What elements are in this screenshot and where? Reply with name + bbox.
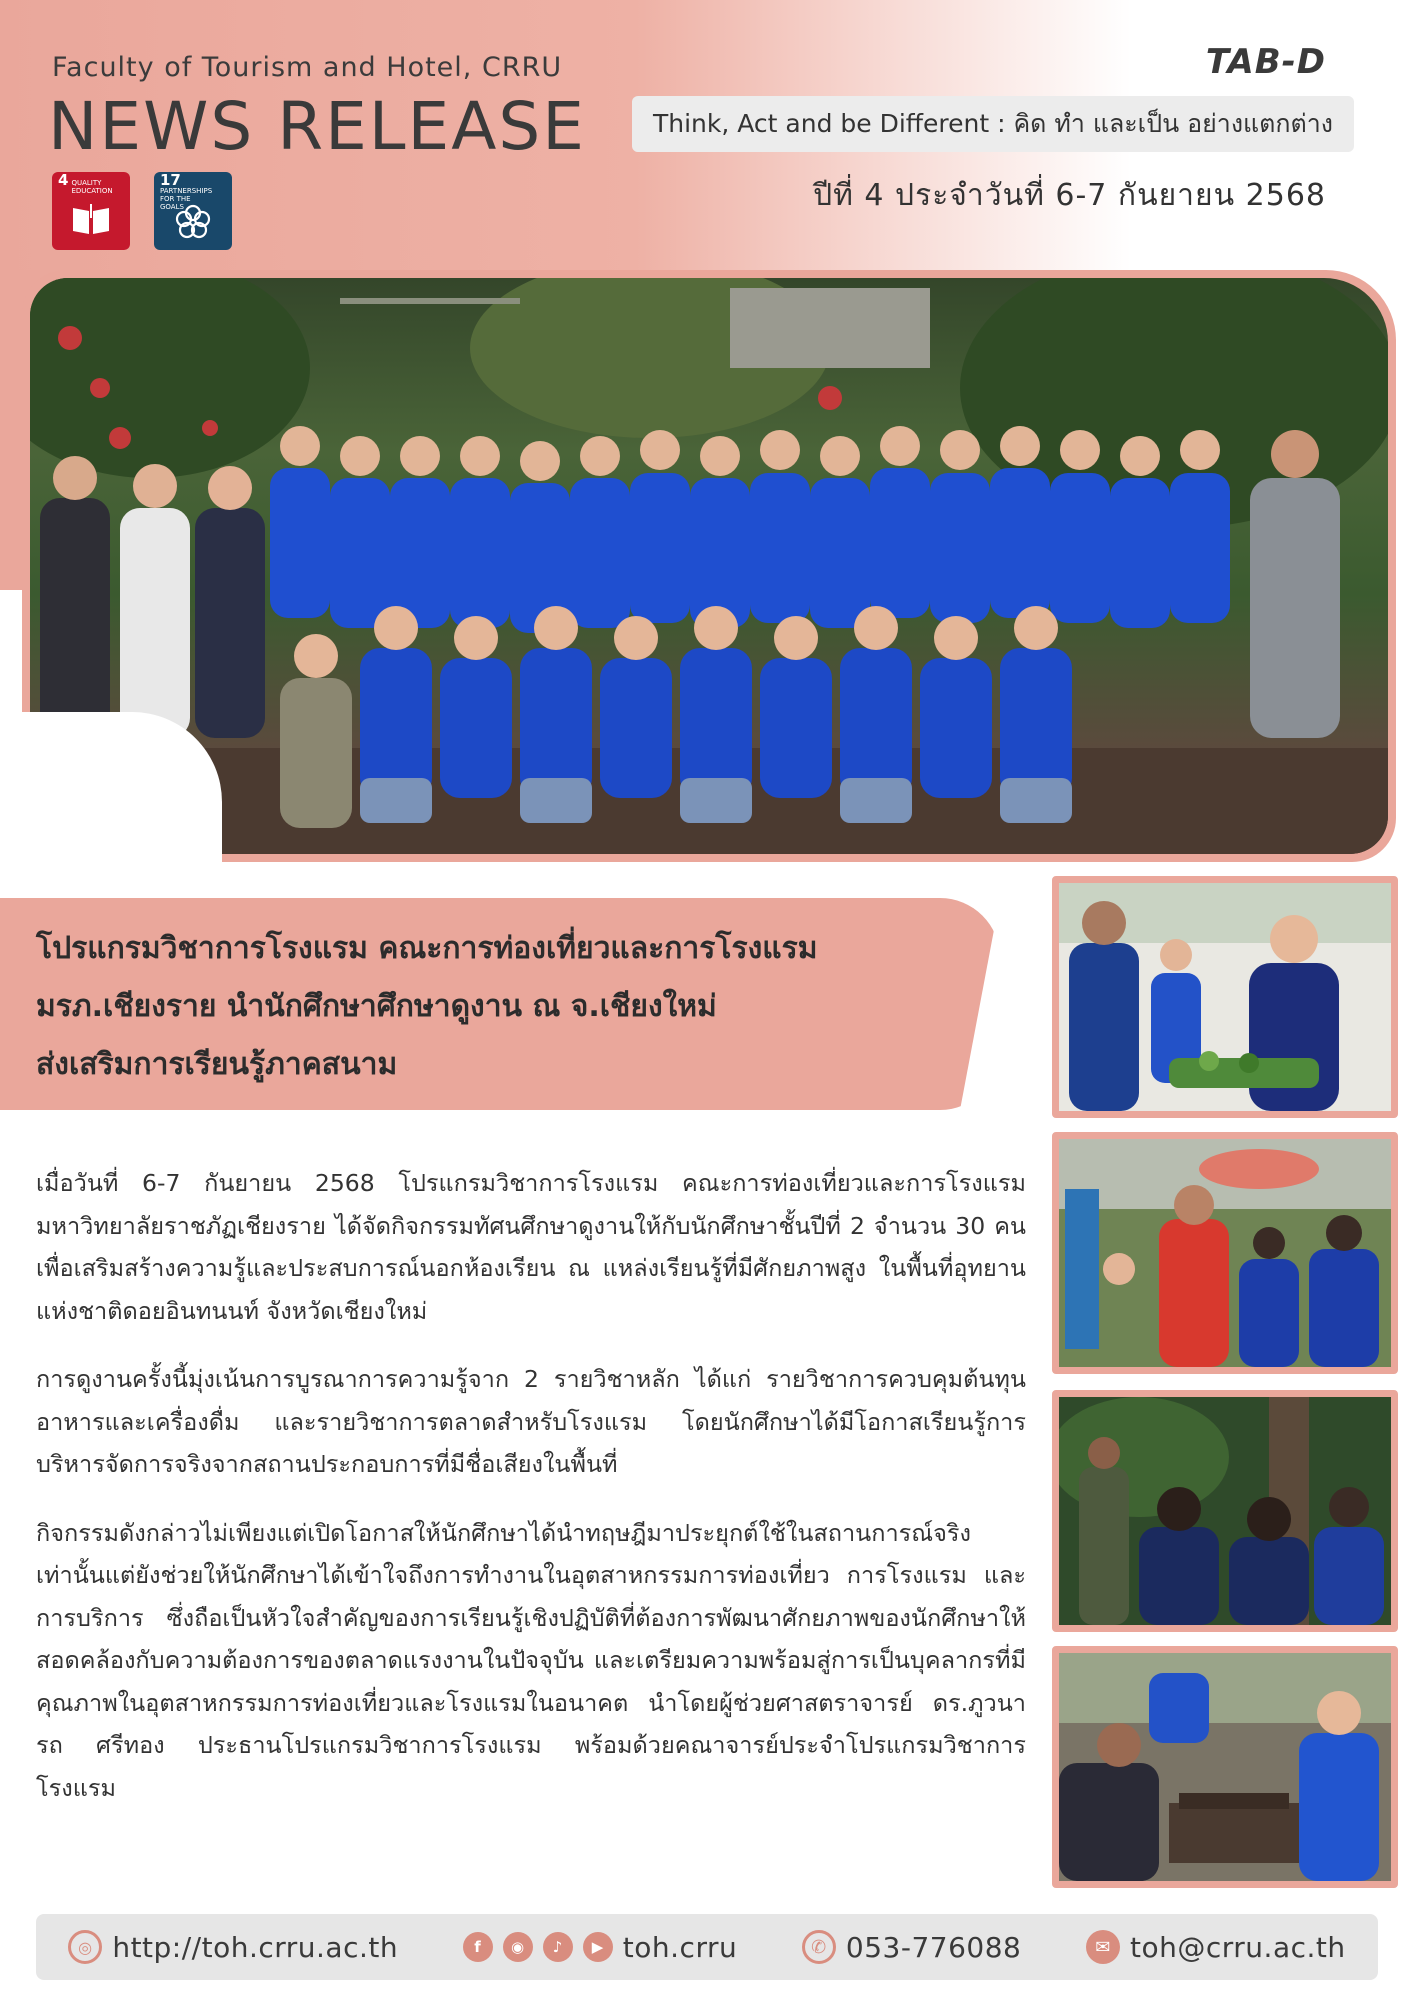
- website-text: http://toh.crru.ac.th: [112, 1930, 399, 1964]
- activity-photo-2: [1052, 1132, 1398, 1374]
- phone-number: 053-776088: [845, 1930, 1022, 1964]
- mail-icon: ✉: [1086, 1930, 1120, 1964]
- sdg-label: QUALITY EDUCATION: [71, 179, 113, 195]
- website-link[interactable]: [68, 1930, 398, 1964]
- flower-icon: [173, 202, 213, 242]
- social-link[interactable]: [463, 1931, 737, 1964]
- instagram-icon: ◉: [503, 1932, 533, 1962]
- sdg-4-badge: [52, 172, 130, 250]
- activity-photo-4: [1052, 1646, 1398, 1888]
- headline-line: โปรแกรมวิชาการโรงแรม คณะการท่องเที่ยวและการโรงแรม: [36, 931, 818, 966]
- sdg-number: 4: [58, 171, 69, 189]
- sdg-number: 17: [160, 171, 181, 189]
- email-link[interactable]: [1086, 1930, 1346, 1964]
- paragraph: เมื่อวันที่ 6-7 กันยายน 2568 โปรแกรมวิชาการโรงแรม คณะการท่องเที่ยวและการโรงแรม มหาวิทยาลัยราชภัฏเชียงราย ได้จัดกิจกรรมทัศนศึกษาดูงานให้กับนักศึกษาชั้นปีที่ 2 จำนวน 30 คน เพื่อเสริมสร้างความรู้และประสบการณ์นอกห้องเรียน ณ แหล่งเรียนรู้ที่มีศักยภาพสูง ในพื้นที่อุทยานแห่งชาติดอยอินทนนท์ จังหวัดเชียงใหม่: [36, 1169, 1026, 1325]
- article-body: [36, 1162, 1026, 1835]
- hero-group-photo: [30, 278, 1388, 854]
- decorative-cutout: [22, 712, 222, 872]
- activity-photo-3: [1052, 1390, 1398, 1632]
- phone-icon: ✆: [802, 1930, 836, 1964]
- headline-line: มรภ.เชียงราย นำนักศึกษาศึกษาดูงาน ณ จ.เชียงใหม่: [36, 989, 717, 1024]
- phone-contact[interactable]: [802, 1930, 1021, 1964]
- social-handle: toh.crru: [622, 1930, 738, 1964]
- paragraph: กิจกรรมดังกล่าวไม่เพียงแต่เปิดโอกาสให้นักศึกษาได้นำทฤษฎีมาประยุกต์ใช้ในสถานการณ์จริงเท่านั้นแต่ยังช่วยให้นักศึกษาได้เข้าใจถึงการทำงานในอุตสาหกรรมการท่องเที่ยว การโรงแรม และการบริการ ซึ่งถือเป็นหัวใจสำคัญของการเรียนรู้เชิงปฏิบัติที่ต้องการพัฒนาศักยภาพของนักศึกษาให้สอดคล้องกับความต้องการของตลาดแรงงานในปัจจุบัน และเตรียมความพร้อมสู่การเป็นบุคลากรที่มีคุณภาพในอุตสาหกรรมการท่องเที่ยวและโรงแรมในอนาคต นำโดยผู้ช่วยศาสตราจารย์ ดร.ภูวนารถ ศรีทอง ประธานโปรแกรมวิชาการโรงแรม พร้อมด้วยคณาจารย์ประจำโปรแกรมวิชาการโรงแรม: [36, 1518, 1026, 1802]
- headline-line: ส่งเสริมการเรียนรู้ภาคสนาม: [36, 1047, 398, 1082]
- globe-icon: ◎: [68, 1930, 102, 1964]
- paragraph: การดูงานครั้งนี้มุ่งเน้นการบูรณาการความรู้จาก 2 รายวิชาหลัก ได้แก่ รายวิชาการควบคุมต้นทุนอาหารและเครื่องดื่ม และรายวิชาการตลาดสำหรับโรงแรม โดยนักศึกษาได้มีโอกาสเรียนรู้การบริหารจัดการจริงจากสถานประกอบการที่มีชื่อเสียงในพื้นที่: [36, 1365, 1026, 1478]
- headline: [36, 920, 956, 1094]
- sdg-17-badge: [154, 172, 232, 250]
- faculty-name: Faculty of Tourism and Hotel, CRRU: [52, 52, 563, 83]
- slogan: Think, Act and be Different : คิด ทำ และเป็น อย่างแตกต่าง: [632, 96, 1354, 152]
- sdg-label: PARTNERSHIPS FOR THE GOALS: [160, 187, 213, 211]
- page-title: NEWS RELEASE: [48, 88, 586, 165]
- activity-photo-1: [1052, 876, 1398, 1118]
- issue-date: ปีที่ 4 ประจำวันที่ 6-7 กันยายน 2568: [813, 178, 1326, 213]
- tab-label: TAB-D: [1205, 42, 1326, 82]
- youtube-icon: ▶: [583, 1932, 613, 1962]
- facebook-icon: f: [463, 1932, 493, 1962]
- footer-contact-bar: [36, 1914, 1378, 1980]
- tiktok-icon: ♪: [543, 1932, 573, 1962]
- book-icon: [71, 202, 111, 238]
- email-address: toh@crru.ac.th: [1130, 1930, 1346, 1964]
